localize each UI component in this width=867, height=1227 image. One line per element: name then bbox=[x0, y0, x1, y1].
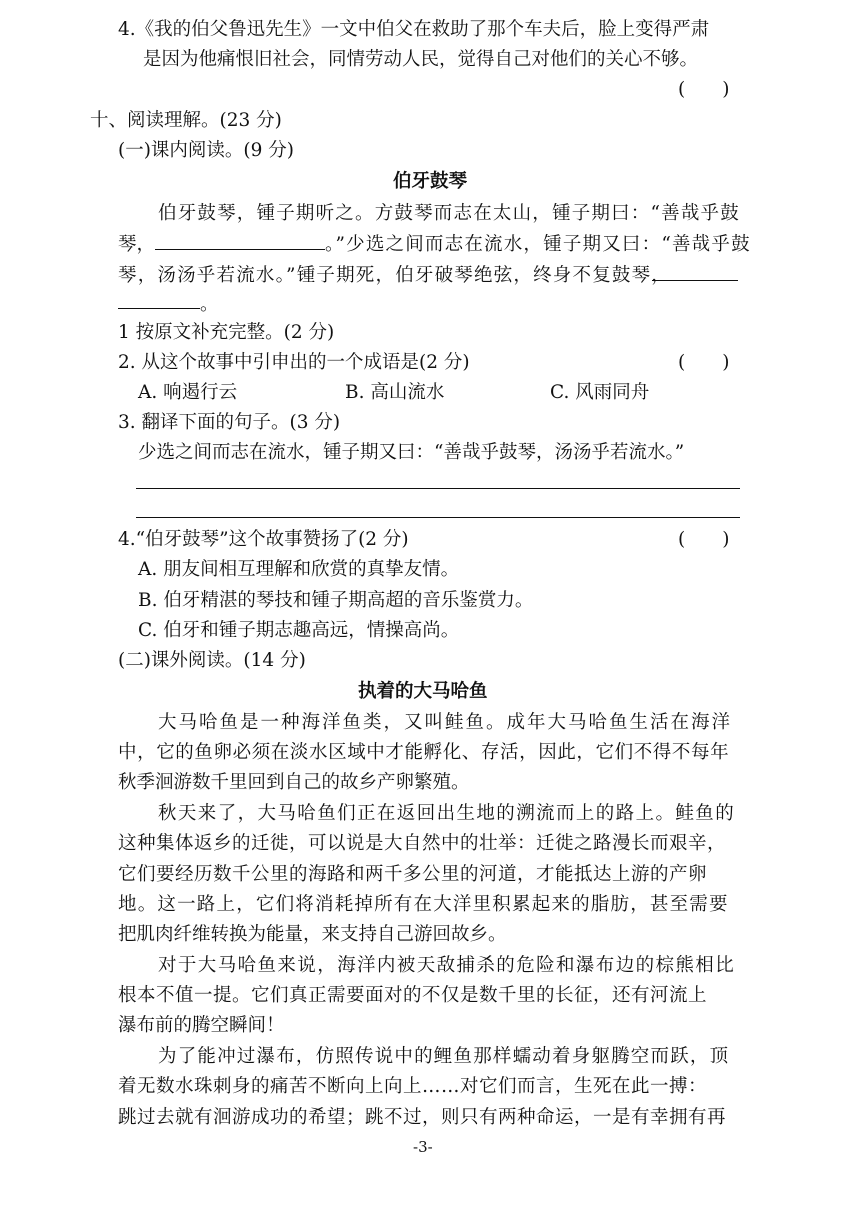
q3-answer-line-1[interactable] bbox=[136, 488, 740, 489]
passage2-line: 对于大马哈鱼来说，海洋内被天敌捕杀的危险和瀑布边的棕熊相比 bbox=[158, 955, 736, 976]
passage2-line: 它们要经历数千公里的海路和两千多公里的河道，才能抵达上游的产卵 bbox=[118, 864, 708, 885]
passage2-line: 根本不值一提。它们真正需要面对的不仅是数千里的长征，还有河流上 bbox=[118, 985, 708, 1006]
part1-q2: 2. 从这个故事中引申出的一个成语是(2 分) bbox=[118, 352, 470, 373]
part1-q2-answer-paren[interactable]: ( ) bbox=[678, 352, 730, 373]
part1-q4-option-b[interactable]: B. 伯牙精湛的琴技和锺子期高超的音乐鉴赏力。 bbox=[138, 590, 534, 611]
part1-q4-option-c[interactable]: C. 伯牙和锺子期志趣高远，情操高尚。 bbox=[138, 620, 460, 641]
passage1-line1: 伯牙鼓琴，锺子期听之。方鼓琴而志在太山，锺子期曰：“善哉乎鼓 bbox=[158, 203, 740, 224]
part1-q1: 1 按原文补充完整。(2 分) bbox=[118, 322, 335, 343]
passage2-title: 执着的大马哈鱼 bbox=[358, 681, 488, 702]
part1-q4-option-a[interactable]: A. 朋友间相互理解和欣赏的真挚友情。 bbox=[138, 559, 460, 580]
passage2-line: 跳过去就有洄游成功的希望；跳不过，则只有两种命运，一是有幸拥有再 bbox=[118, 1107, 727, 1128]
passage2-line: 中，它的鱼卵必须在淡水区域中才能孵化、存活，因此，它们不得不每年 bbox=[118, 742, 730, 763]
part1-q4: 4.“伯牙鼓琴”这个故事赞扬了(2 分) bbox=[118, 529, 409, 550]
section-10-title: 十、阅读理解。(23 分) bbox=[90, 110, 282, 131]
part2-title: (二)课外阅读。(14 分) bbox=[118, 650, 306, 671]
fill-blank-2b[interactable] bbox=[118, 308, 200, 309]
passage2-line: 为了能冲过瀑布，仿照传说中的鲤鱼那样蠕动着身躯腾空而跃，顶 bbox=[158, 1046, 730, 1067]
passage2-line: 着无数水珠刺身的痛苦不断向上向上……对它们而言，生死在此一搏： bbox=[118, 1076, 708, 1097]
part1-q2-option-c[interactable]: C. 风雨同舟 bbox=[550, 382, 650, 403]
passage2-line: 秋天来了，大马哈鱼们正在返回出生地的溯流而上的路上。鲑鱼的 bbox=[158, 803, 736, 824]
part1-title: (一)课内阅读。(9 分) bbox=[118, 140, 295, 161]
passage2-line: 这种集体返乡的迁徙，可以说是大自然中的壮举：迁徙之路漫长而艰辛， bbox=[118, 833, 727, 854]
part1-q2-option-a[interactable]: A. 响遏行云 bbox=[138, 382, 238, 403]
passage1-line2-start: 琴， bbox=[118, 234, 156, 255]
passage1-line2 bbox=[118, 230, 751, 260]
passage2-line: 把肌肉纤维转换为能量，来支持自己游回故乡。 bbox=[118, 924, 507, 945]
prev-q4-line2: 是因为他痛恨旧社会，同情劳动人民，觉得自己对他们的关心不够。 bbox=[143, 49, 699, 70]
passage2-line: 秋季洄游数千里回到自己的故乡产卵繁殖。 bbox=[118, 772, 470, 793]
fill-blank-2a[interactable] bbox=[652, 280, 738, 281]
passage2-line: 瀑布前的腾空瞬间！ bbox=[118, 1015, 285, 1036]
part1-q2-option-b[interactable]: B. 高山流水 bbox=[345, 382, 445, 403]
part1-q4-answer-paren[interactable]: ( ) bbox=[678, 529, 730, 550]
passage1-title: 伯牙鼓琴 bbox=[393, 171, 468, 192]
passage1-line4: 。 bbox=[200, 294, 219, 315]
passage2-line: 大马哈鱼是一种海洋鱼类，又叫鲑鱼。成年大马哈鱼生活在海洋 bbox=[158, 712, 733, 733]
q3-answer-line-2[interactable] bbox=[136, 517, 740, 518]
passage1-line3: 琴，汤汤乎若流水。”锺子期死，伯牙破琴绝弦，终身不复鼓琴， bbox=[118, 265, 672, 286]
fill-blank-1[interactable] bbox=[155, 248, 325, 250]
passage1-line2-end: 。”少选之间而志在流水，锺子期又曰：“善哉乎鼓 bbox=[325, 234, 751, 255]
part1-q3-sentence: 少选之间而志在流水，锺子期又曰：“善哉乎鼓琴，汤汤乎若流水。” bbox=[138, 442, 685, 463]
prev-q4-answer-paren[interactable]: ( ) bbox=[678, 79, 730, 100]
part1-q3: 3. 翻译下面的句子。(3 分) bbox=[118, 412, 341, 433]
page-number: -3- bbox=[413, 1138, 433, 1156]
prev-q4-line1: 4.《我的伯父鲁迅先生》一文中伯父在救助了那个车夫后，脸上变得严肃 bbox=[118, 19, 710, 40]
passage2-line: 地。这一路上，它们将消耗掉所有在大洋里积累起来的脂肪，甚至需要 bbox=[118, 894, 729, 915]
